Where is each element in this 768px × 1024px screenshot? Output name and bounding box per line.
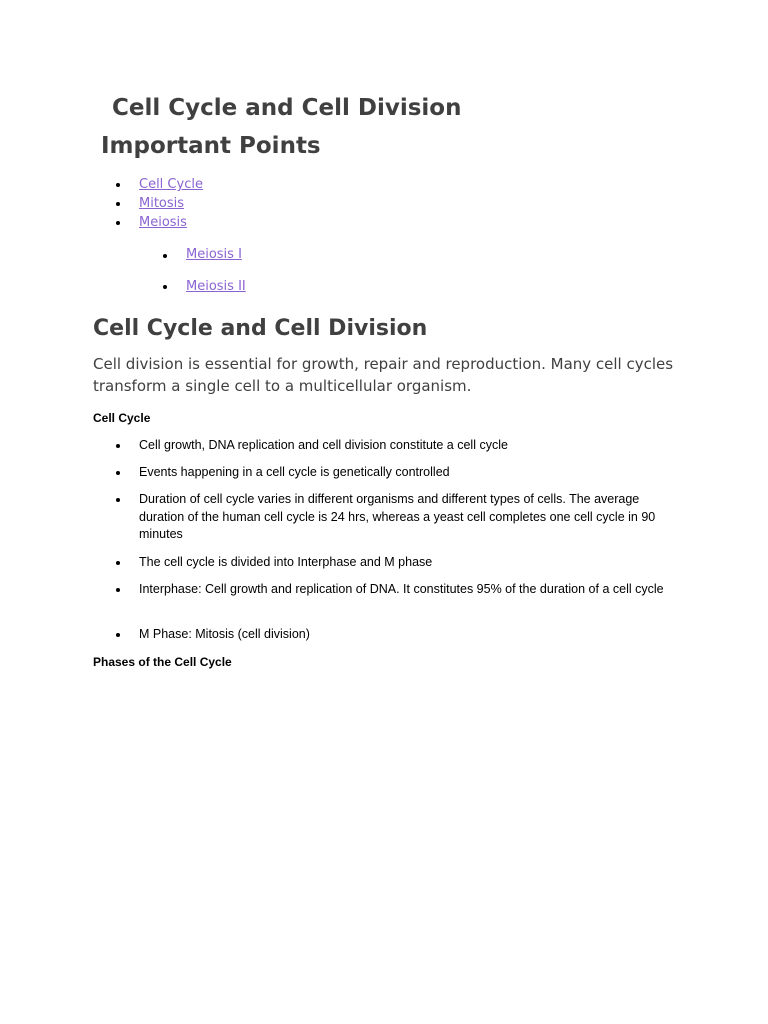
list-item: Interphase: Cell growth and replication of DNA. It constitutes 95% of the duration of a cell cycle	[139, 582, 664, 596]
important-points-heading: Important Points	[101, 133, 321, 159]
toc-item	[139, 214, 187, 232]
list-item: Duration of cell cycle varies in different organisms and different types of cells. The average duration of the human cell cycle is 24 hrs, whereas a yeast cell completes one cell cycle in 90 minutes	[139, 492, 656, 541]
list-item: M Phase: Mitosis (cell division)	[139, 627, 310, 641]
phases-heading: Phases of the Cell Cycle	[93, 655, 232, 669]
section-heading: Cell Cycle and Cell Division	[93, 316, 428, 341]
bullet-icon	[116, 221, 120, 225]
list-item: Events happening in a cell cycle is genetically controlled	[139, 465, 450, 479]
bullet-icon	[116, 183, 120, 187]
toc-link-meiosis-1[interactable]: Meiosis I	[186, 247, 242, 262]
toc-link-mitosis[interactable]: Mitosis	[139, 196, 185, 211]
bullet-icon	[116, 561, 120, 565]
toc-link-meiosis-2[interactable]: Meiosis II	[186, 279, 246, 294]
bullet-icon	[116, 498, 120, 502]
toc-subitem	[186, 246, 242, 264]
intro-paragraph: Cell division is essential for growth, repair and reproduction. Many cell cycles transform a single cell to a multicellular organism.	[93, 355, 674, 395]
toc-subitem	[186, 278, 246, 296]
bullet-icon	[116, 444, 120, 448]
list-item: The cell cycle is divided into Interphase and M phase	[139, 555, 433, 569]
bullet-icon	[163, 285, 167, 289]
toc-link-cell-cycle[interactable]: Cell Cycle	[139, 177, 203, 192]
bullet-icon	[163, 254, 167, 258]
toc-item	[139, 176, 203, 194]
cell-cycle-heading: Cell Cycle	[93, 411, 151, 425]
bullet-icon	[116, 633, 120, 637]
bullet-icon	[116, 588, 120, 592]
toc-link-meiosis[interactable]: Meiosis	[139, 215, 187, 230]
toc-item	[139, 195, 184, 213]
bullet-icon	[116, 202, 120, 206]
list-item: Cell growth, DNA replication and cell division constitute a cell cycle	[139, 438, 508, 452]
bullet-icon	[116, 471, 120, 475]
page-title: Cell Cycle and Cell Division	[112, 95, 462, 121]
